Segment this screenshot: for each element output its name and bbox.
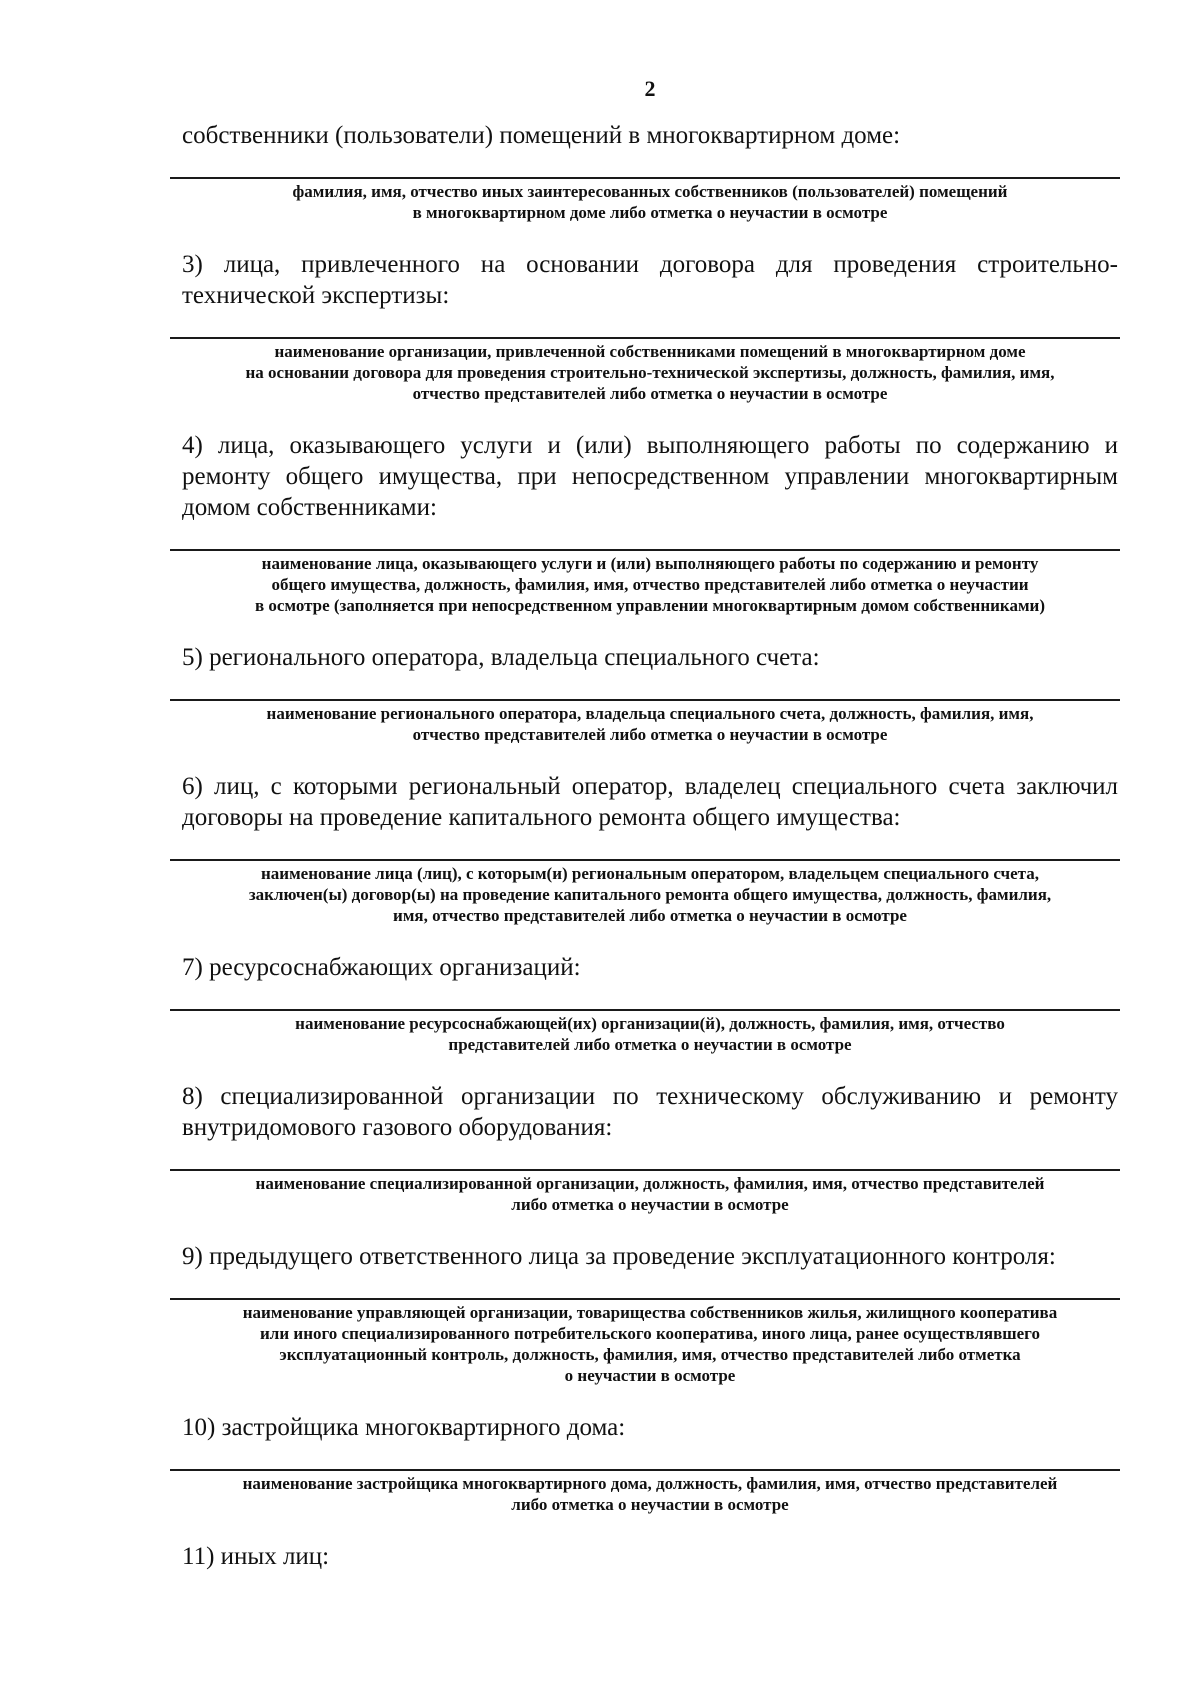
field-caption: наименование специализированной организации, должность, фамилия, имя, отчество представителей либо отметка о неучастии в осмотре (255, 1174, 1045, 1214)
page-number: 2 (644, 76, 656, 101)
field-caption: наименование регионального оператора, владельца специального счета, должность, фамилия, имя, отчество представителей либо отметка о неучастии в осмотре (266, 704, 1034, 744)
section-owners (182, 120, 1118, 223)
section-item-3 (182, 249, 1118, 404)
field-caption: наименование ресурсоснабжающей(их) организации(й), должность, фамилия, имя, отчество представителей либо отметка о неучастии в осмотре (295, 1014, 1005, 1054)
section-text: 4) лица, оказывающего услуги и (или) выполняющего работы по содержанию и ремонту общего имущества, при непосредственном управлении многоквартирным домом собственниками: (182, 432, 1118, 521)
section-text: 8) специализированной организации по техническому обслуживанию и ремонту внутридомового газового оборудования: (182, 1083, 1118, 1141)
field-caption: наименование лица, оказывающего услуги и (или) выполняющего работы по содержанию и ремонту общего имущества, должность, фамилия, имя, отчество представителей либо отметка о неучастии в осмотре (заполняется при непосредственном управлении многоквартирным домом собственниками) (254, 554, 1045, 615)
fill-in-line[interactable] (170, 177, 1120, 179)
form-content (182, 120, 1118, 1572)
section-text: 10) застройщика многоквартирного дома: (182, 1414, 626, 1441)
section-text: собственники (пользователи) помещений в многоквартирном доме: (182, 122, 901, 149)
section-text: 11) иных лиц: (182, 1543, 330, 1570)
section-item-8 (182, 1081, 1118, 1215)
fill-in-line[interactable] (170, 1009, 1120, 1011)
fill-in-line[interactable] (170, 859, 1120, 861)
section-item-9 (182, 1241, 1118, 1386)
field-caption: фамилия, имя, отчество иных заинтересованных собственников (пользователей) помещений в многоквартирном доме либо отметка о неучастии в осмотре (292, 182, 1008, 222)
section-text: 3) лица, привлеченного на основании договора для проведения строительно-технической экспертизы: (182, 251, 1118, 309)
section-item-5 (182, 642, 1118, 745)
fill-in-line[interactable] (170, 699, 1120, 701)
section-item-10 (182, 1412, 1118, 1515)
field-caption: наименование организации, привлеченной собственниками помещений в многоквартирном доме на основании договора для проведения строительно-технической экспертизы, должность, фамилия, имя, отчество представителей либо отметка о неучастии в осмотре (245, 342, 1055, 403)
fill-in-line[interactable] (170, 1169, 1120, 1171)
section-text: 9) предыдущего ответственного лица за проведение эксплуатационного контроля: (182, 1243, 1056, 1270)
field-caption: наименование лица (лиц), с которым(и) региональным оператором, владельцем специального счета, заключен(ы) договор(ы) на проведение капитального ремонта общего имущества, должность, фамилия, имя, отчество представителей либо отметка о неучастии в осмотре (248, 864, 1052, 925)
fill-in-line[interactable] (170, 549, 1120, 551)
section-text: 5) регионального оператора, владельца специального счета: (182, 644, 820, 671)
section-text: 6) лиц, с которыми региональный оператор, владелец специального счета заключил договоры на проведение капитального ремонта общего имущества: (182, 773, 1118, 831)
fill-in-line[interactable] (170, 1469, 1120, 1471)
field-caption: наименование застройщика многоквартирного дома, должность, фамилия, имя, отчество представителей либо отметка о неучастии в осмотре (242, 1474, 1058, 1514)
fill-in-line[interactable] (170, 1298, 1120, 1300)
section-item-7 (182, 952, 1118, 1055)
section-item-6 (182, 771, 1118, 926)
field-caption: наименование управляющей организации, товарищества собственников жилья, жилищного кооператива или иного специализированного потребительского кооператива, иного лица, ранее осуществлявшего эксплуатационный контроль, должность, фамилия, имя, отчество представителей либо отметка о неучастии в осмотре (242, 1303, 1058, 1385)
fill-in-line[interactable] (170, 337, 1120, 339)
section-text: 7) ресурсоснабжающих организаций: (182, 954, 581, 981)
section-item-4 (182, 430, 1118, 616)
section-item-11 (182, 1541, 1118, 1572)
